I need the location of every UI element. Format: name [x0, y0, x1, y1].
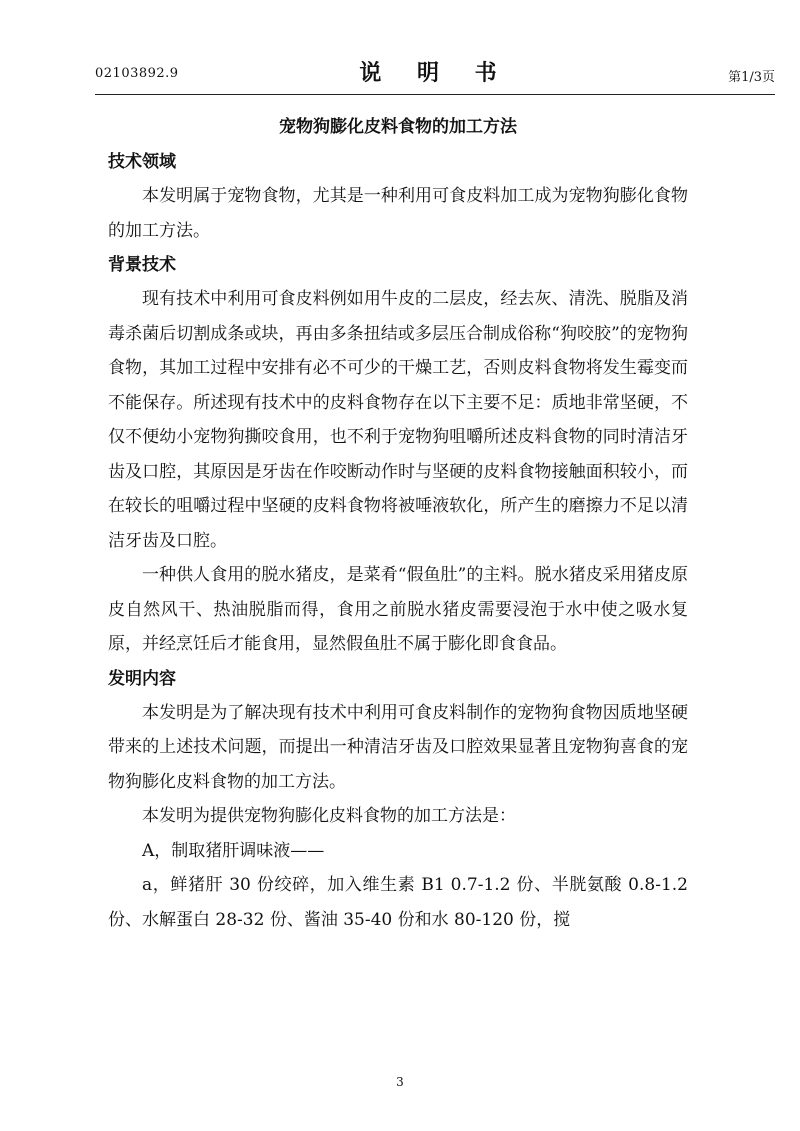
document-body: [108, 113, 688, 937]
invention-title: 宠物狗膨化皮料食物的加工方法: [279, 117, 517, 137]
header-divider: [95, 94, 775, 95]
application-number: 02103892.9: [95, 66, 179, 81]
paragraph: 本发明为提供宠物狗膨化皮料食物的加工方法是：: [142, 806, 516, 826]
paragraph: 一种供人食用的脱水猪皮，是菜肴“假鱼肚”的主料。脱水猪皮采用猪皮原皮自然风干、热油脱脂而得，食用之前脱水猪皮需要浸泡于水中使之吸水复原，并经烹饪后才能食用，显然假鱼肚不属于膨化即食食品。: [108, 565, 688, 654]
paragraph: A，制取猪肝调味液——: [142, 840, 325, 861]
paragraph: 本发明是为了解决现有技术中利用可食皮料制作的宠物狗食物因质地坚硬带来的上述技术问题，而提出一种清洁牙齿及口腔效果显著且宠物狗喜食的宠物狗膨化皮料食物的加工方法。: [108, 702, 688, 792]
page-header: [95, 56, 775, 90]
paragraph: 本发明属于宠物食物，尤其是一种利用可食皮料加工成为宠物狗膨化食物的加工方法。: [108, 186, 688, 241]
paragraph: a，鲜猪肝 30 份绞碎，加入维生素 B1 0.7-1.2 份、半胱氨酸 0.8-1.2 份、水解蛋白 28-32 份、酱油 35-40 份和水 80-120 份，搅: [108, 875, 688, 930]
page-indicator: 第1/3页: [728, 70, 775, 85]
page-number: 3: [396, 1075, 404, 1089]
paragraph: 现有技术中利用可食皮料例如用牛皮的二层皮，经去灰、清洗、脱脂及消毒杀菌后切割成条或块，再由多条扭结或多层压合制成俗称“狗咬胶”的宠物狗食物，其加工过程中安排有必不可少的干燥工艺，否则皮料食物将发生霉变而不能保存。所述现有技术中的皮料食物存在以下主要不足：质地非常坚硬，不仅不便幼小宠物狗撕咬食用，也不利于宠物狗咀嚼所述皮料食物的同时清洁牙齿及口腔，其原因是牙齿在作咬断动作时与坚硬的皮料食物接触面积较小，而在较长的咀嚼过程中坚硬的皮料食物将被唾液软化，所产生的磨擦力不足以清洁牙齿及口腔。: [108, 289, 688, 551]
section-heading-technical-field: 技术领域: [108, 152, 176, 172]
document-type-title: 说 明 书: [359, 61, 511, 86]
section-heading-background: 背景技术: [108, 255, 176, 275]
section-heading-summary: 发明内容: [108, 668, 176, 689]
